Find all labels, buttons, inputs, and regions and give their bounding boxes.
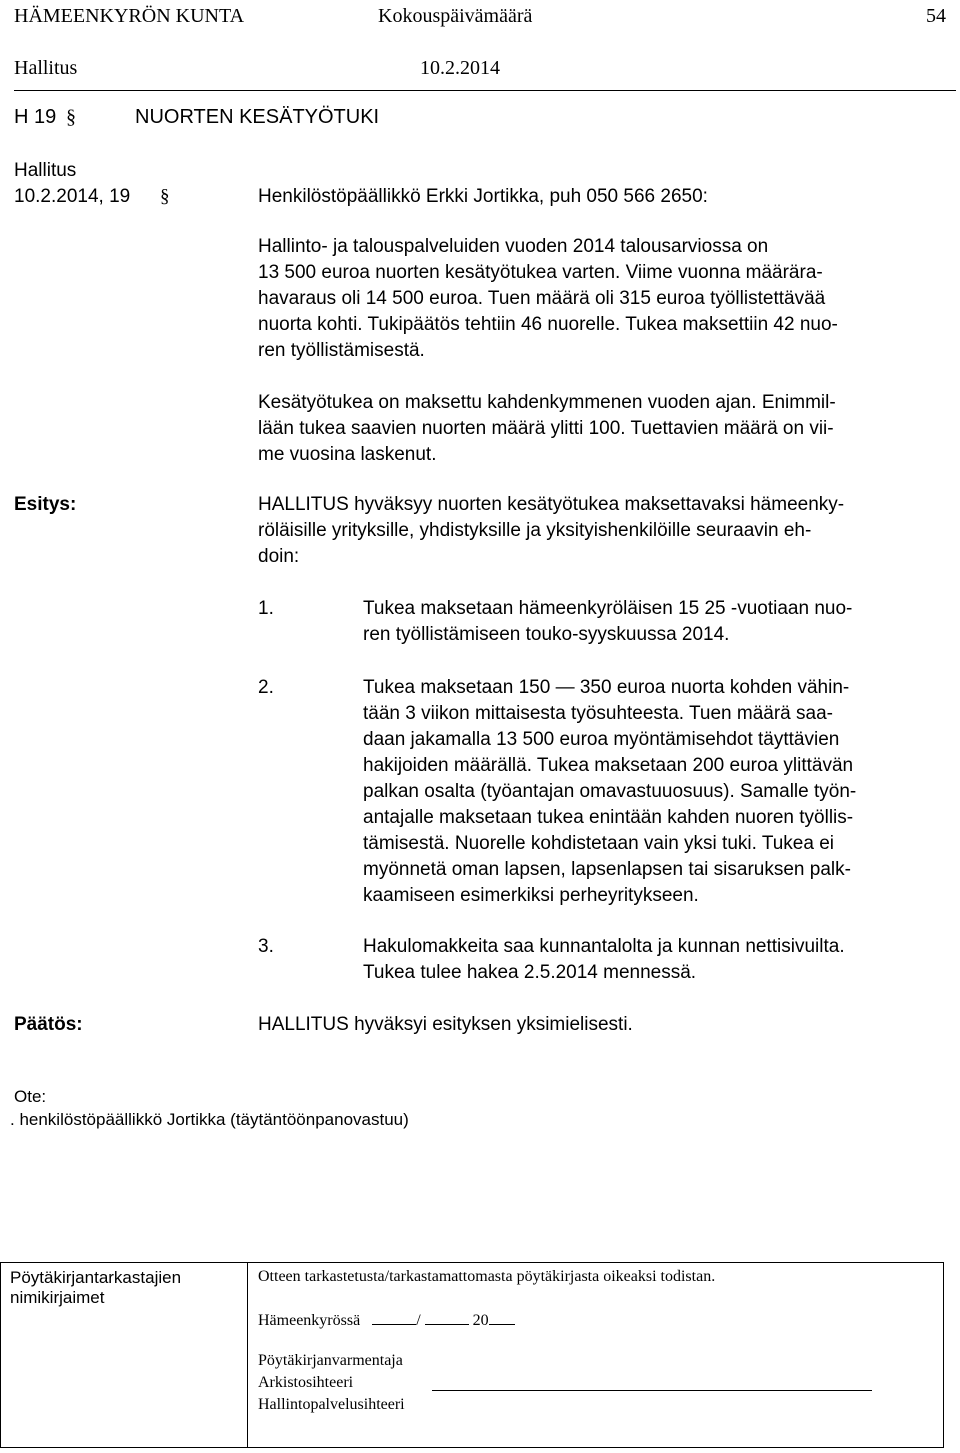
- item-line: ren työllistämiseen touko-syyskuussa 2014.: [363, 624, 730, 645]
- item-line: tään 3 viikon mittaisesta työsuhteesta. Tuen määrä saa-: [363, 703, 833, 724]
- item-line: Tukea tulee hakea 2.5.2014 mennessä.: [363, 962, 697, 983]
- reference-symbol: §: [160, 186, 170, 207]
- document-type: Kokouspäivämäärä: [378, 5, 533, 27]
- meeting-date: 10.2.2014: [420, 57, 500, 79]
- date-slash: /: [416, 1312, 421, 1329]
- proposal-line: HALLITUS hyväksyy nuorten kesätyötukea maksettavaksi hämeenky-: [258, 494, 845, 515]
- role-verifier: Pöytäkirjanvarmentaja: [258, 1352, 403, 1369]
- body-name: Hallitus: [14, 57, 78, 79]
- year-blank[interactable]: [489, 1310, 515, 1325]
- copy-label: Ote:: [14, 1087, 47, 1106]
- reviewer-initials-label: nimikirjaimet: [10, 1288, 105, 1307]
- item-line: kaamiseen esimerkiksi perheyritykseen.: [363, 885, 699, 906]
- certification-text: Otteen tarkastetusta/tarkastamattomasta pöytäkirjasta oikeaksi todistan.: [258, 1268, 716, 1285]
- decision-label: Päätös:: [14, 1014, 83, 1035]
- signature-divider: [247, 1262, 248, 1448]
- certification-place-line: [258, 1310, 515, 1330]
- paragraph-line: me vuosina laskenut.: [258, 444, 437, 465]
- item-number: 1.: [258, 598, 274, 619]
- paragraph-line: Kesätyötukea on maksettu kahdenkymmenen vuoden ajan. Enimmil-: [258, 392, 836, 413]
- copy-recipient: . henkilöstöpäällikkö Jortikka (täytäntöönpanovastuu): [10, 1110, 409, 1129]
- proposal-line: röläisille yrityksille, yhdistyksille ja yksityishenkilöille seuraavin eh-: [258, 520, 812, 541]
- presenter: Henkilöstöpäällikkö Erkki Jortikka, puh 050 566 2650:: [258, 186, 708, 207]
- place-name: Hämeenkyrössä: [258, 1312, 361, 1329]
- signature-line[interactable]: [432, 1390, 872, 1391]
- role-secretary: Hallintopalvelusihteeri: [258, 1396, 405, 1413]
- item-line: hakijoiden määrällä. Tukea maksetaan 200 euroa ylittävän: [363, 755, 854, 776]
- year-prefix: 20: [472, 1312, 489, 1329]
- proposal-line: doin:: [258, 546, 300, 567]
- page-number: 54: [926, 5, 946, 27]
- item-line: Tukea maksetaan hämeenkyröläisen 15 25 -vuotiaan nuo-: [363, 598, 853, 619]
- section-title: NUORTEN KESÄTYÖTUKI: [135, 106, 380, 128]
- paragraph-line: lään tukea saavien nuorten määrä ylitti 100. Tuettavien määrä on vii-: [258, 418, 834, 439]
- header-rule: [14, 90, 956, 91]
- paragraph-line: 13 500 euroa nuorten kesätyötukea varten. Viime vuonna määrära-: [258, 262, 823, 283]
- day-blank[interactable]: [372, 1310, 416, 1325]
- item-line: palkan osalta (työantajan omavastuuosuus). Samalle työn-: [363, 781, 857, 802]
- section-number: H 19: [14, 106, 57, 128]
- item-number: 3.: [258, 936, 274, 957]
- item-number: 2.: [258, 677, 274, 698]
- municipality-name: HÄMEENKYRÖN KUNTA: [14, 5, 245, 27]
- item-line: myönnetä oman lapsen, lapsenlapsen tai sisaruksen palk-: [363, 859, 851, 880]
- reference-date-item: 10.2.2014, 19: [14, 186, 131, 207]
- paragraph-line: havaraus oli 14 500 euroa. Tuen määrä oli 315 euroa työllistettävää: [258, 288, 826, 309]
- item-line: daan jakamalla 13 500 euroa myöntämisehdot täyttävien: [363, 729, 840, 750]
- reviewer-initials-label: Pöytäkirjantarkastajien: [10, 1268, 182, 1287]
- role-archivist: Arkistosihteeri: [258, 1374, 354, 1391]
- item-line: Tukea maksetaan 150 — 350 euroa nuorta kohden vähin-: [363, 677, 850, 698]
- paragraph-line: nuorta kohti. Tukipäätös tehtiin 46 nuorelle. Tukea maksettiin 42 nuo-: [258, 314, 838, 335]
- section-symbol: §: [66, 106, 76, 128]
- reference-body: Hallitus: [14, 160, 77, 181]
- month-blank[interactable]: [425, 1310, 469, 1325]
- decision-text: HALLITUS hyväksyi esityksen yksimielisesti.: [258, 1014, 633, 1035]
- item-line: Hakulomakkeita saa kunnantalolta ja kunnan nettisivuilta.: [363, 936, 845, 957]
- signature-box: [0, 1262, 944, 1448]
- paragraph-line: Hallinto- ja talouspalveluiden vuoden 2014 talousarviossa on: [258, 236, 769, 257]
- paragraph-line: ren työllistämisestä.: [258, 340, 425, 361]
- item-line: tämisestä. Nuorelle kohdistetaan vain yksi tuki. Tukea ei: [363, 833, 835, 854]
- item-line: antajalle maksetaan tukea enintään kahden nuoren työllis-: [363, 807, 854, 828]
- proposal-label: Esitys:: [14, 494, 77, 515]
